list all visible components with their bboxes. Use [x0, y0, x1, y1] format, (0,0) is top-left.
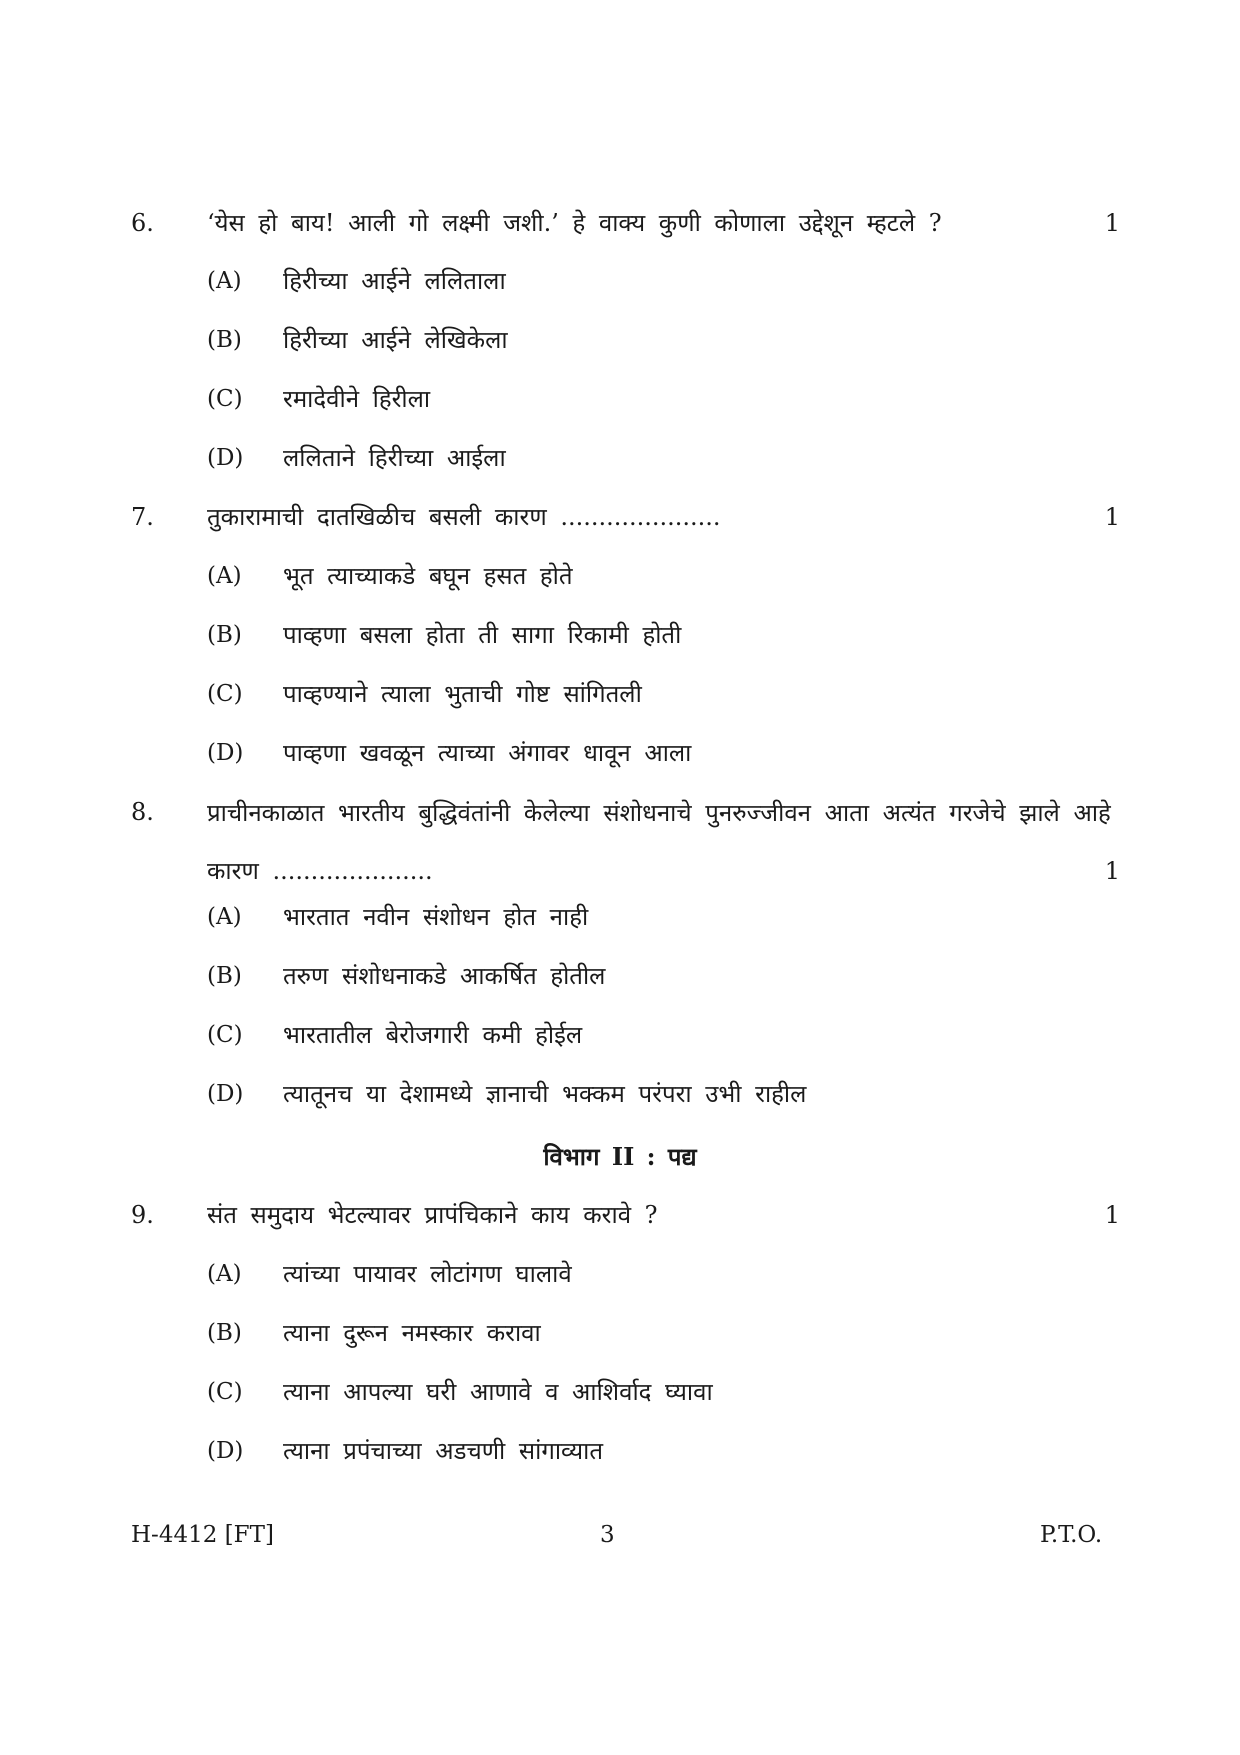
option-7b	[0, 620, 1240, 650]
question-marks: 1	[1104, 503, 1120, 531]
section-heading: विभाग II : पद्य	[543, 1142, 697, 1171]
option-9c	[0, 1377, 1240, 1407]
question-text: तुकारामाची दातखिळीच बसली कारण .....................	[207, 503, 721, 531]
option-6d	[0, 443, 1240, 473]
question-text: ‘येस हो बाय! आली गो लक्ष्मी जशी.’ हे वाक्य कुणी कोणाला उद्देशून म्हटले ?	[207, 209, 942, 237]
option-label: (D)	[207, 445, 244, 471]
option-text: त्याना दुरून नमस्कार करावा	[283, 1319, 541, 1347]
option-text: पाव्हणा खवळून त्याच्या अंगावर धावून आला	[283, 739, 692, 767]
question-marks: 1	[1104, 1201, 1120, 1229]
option-8d	[0, 1079, 1240, 1109]
option-text: भारतात नवीन संशोधन होत नाही	[283, 903, 589, 931]
option-text: हिरीच्या आईने ललिताला	[283, 267, 506, 295]
option-7c	[0, 679, 1240, 709]
option-label: (C)	[207, 386, 243, 412]
option-text: पाव्हणा बसला होता ती सागा रिकामी होती	[283, 621, 682, 649]
question-number: 6.	[131, 209, 154, 237]
question-marks: 1	[1104, 209, 1120, 237]
option-text: रमादेवीने हिरीला	[283, 385, 431, 413]
question-text: प्राचीनकाळात भारतीय बुद्धिवंतांनी केलेल्या संशोधनाचे पुनरुज्जीवन आता अत्यंत गरजेचे झाले आहे कारण .....................	[207, 799, 1111, 885]
option-label: (D)	[207, 740, 244, 766]
question-marks: 1	[1104, 857, 1120, 885]
page-number: 3	[600, 1522, 615, 1548]
option-9b	[0, 1318, 1240, 1348]
option-text: पाव्हण्याने त्याला भुताची गोष्ट सांगितली	[283, 680, 642, 708]
option-text: भूत त्याच्याकडे बघून हसत होते	[283, 562, 573, 590]
option-label: (D)	[207, 1081, 244, 1107]
option-6c	[0, 384, 1240, 414]
option-text: भारतातील बेरोजगारी कमी होईल	[283, 1021, 583, 1049]
option-text: त्यांच्या पायावर लोटांगण घालावे	[283, 1260, 572, 1288]
option-text: ललिताने हिरीच्या आईला	[283, 444, 506, 472]
option-text: तरुण संशोधनाकडे आकर्षित होतील	[283, 962, 606, 990]
option-label: (A)	[207, 1261, 242, 1287]
option-label: (A)	[207, 563, 242, 589]
option-7a	[0, 561, 1240, 591]
option-6a	[0, 266, 1240, 296]
option-7d	[0, 738, 1240, 768]
option-text: त्याना आपल्या घरी आणावे व आशिर्वाद घ्यावा	[283, 1378, 713, 1406]
option-label: (B)	[207, 1320, 242, 1346]
option-6b	[0, 325, 1240, 355]
option-label: (D)	[207, 1438, 244, 1464]
paper-code: H-4412 [FT]	[131, 1522, 274, 1548]
pto-label: P.T.O.	[1040, 1522, 1103, 1548]
option-8a	[0, 902, 1240, 932]
option-label: (B)	[207, 327, 242, 353]
option-text: हिरीच्या आईने लेखिकेला	[283, 326, 508, 354]
question-number: 9.	[131, 1201, 154, 1229]
option-9d	[0, 1436, 1240, 1466]
option-label: (B)	[207, 622, 242, 648]
option-label: (A)	[207, 268, 242, 294]
option-label: (C)	[207, 681, 243, 707]
option-8b	[0, 961, 1240, 991]
option-label: (A)	[207, 904, 242, 930]
option-text: त्यातूनच या देशामध्ये ज्ञानाची भक्कम परंपरा उभी राहील	[283, 1080, 807, 1108]
option-label: (B)	[207, 963, 242, 989]
option-text: त्याना प्रपंचाच्या अडचणी सांगाव्यात	[283, 1437, 604, 1465]
option-8c	[0, 1020, 1240, 1050]
option-label: (C)	[207, 1379, 243, 1405]
question-number: 7.	[131, 503, 154, 531]
option-9a	[0, 1259, 1240, 1289]
option-label: (C)	[207, 1022, 243, 1048]
question-number: 8.	[131, 798, 154, 826]
question-text: संत समुदाय भेटल्यावर प्रापंचिकाने काय करावे ?	[207, 1201, 658, 1229]
